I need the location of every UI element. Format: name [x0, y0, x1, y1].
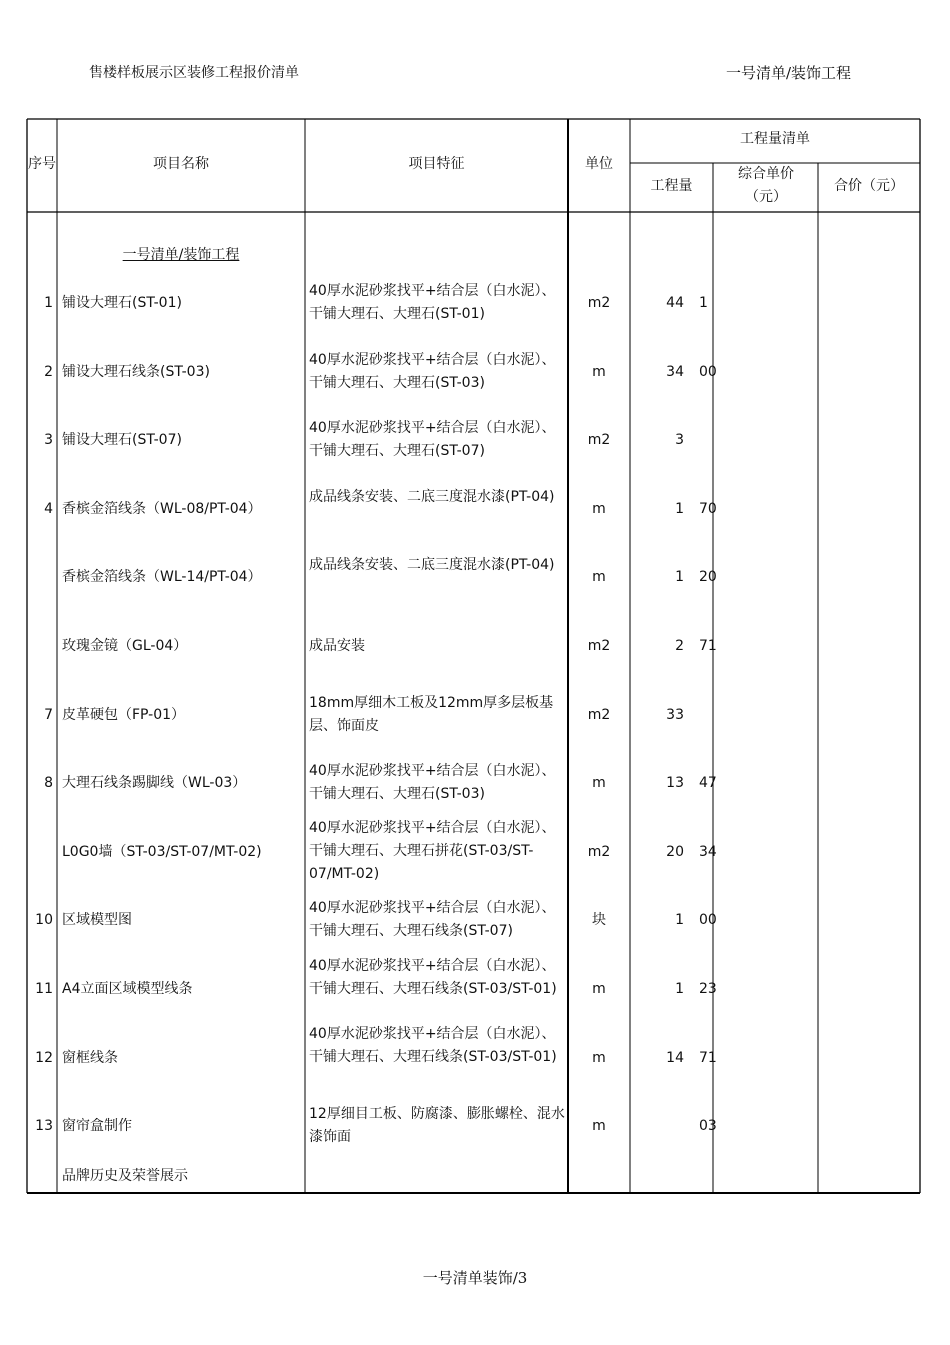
row-name: 窗框线条 — [62, 1049, 118, 1066]
page-footer: 一号清单装饰/3 — [422, 1269, 528, 1287]
row-feature: 40厚水泥砂浆找平+结合层（白水泥）、干铺大理石、大理石线条(ST-03/ST-01) — [309, 1026, 557, 1066]
row-qty: 3 — [675, 432, 684, 449]
header-feature: 项目特征 — [408, 156, 465, 172]
row-qty: 2 — [675, 638, 684, 654]
row-unit: m2 — [587, 638, 611, 654]
row-qty: 33 — [666, 706, 684, 723]
row-name: 窗帘盒制作 — [62, 1118, 132, 1135]
row-feature: 40厚水泥砂浆找平+结合层（白水泥）、干铺大理石、大理石拼花(ST-03/ST-07/MT-02) — [309, 820, 556, 883]
row-unit: m — [592, 363, 606, 380]
section-label: 一号清单/装饰工程 — [726, 64, 852, 82]
row-seq: 2 — [44, 363, 53, 380]
row-name: 区域模型图 — [62, 912, 132, 929]
last-row-name: 品牌历史及荣誉展示 — [62, 1168, 188, 1184]
row-seq: 7 — [44, 706, 53, 723]
row-name: L0G0墙（ST-03/ST-07/MT-02) — [62, 843, 262, 860]
row-name: 铺设大理石(ST-01) — [62, 295, 182, 311]
row-seq: 1 — [44, 295, 53, 311]
row-name: 铺设大理石(ST-07) — [62, 432, 182, 449]
row-feature: 12厚细目工板、防腐漆、膨胀螺栓、混水漆饰面 — [309, 1106, 565, 1146]
row-qty: 13 — [666, 775, 684, 792]
row-feature: 18mm厚细木工板及12mm厚多层板基层、饰面皮 — [309, 694, 554, 734]
row-price-fragment: 20 — [699, 569, 717, 586]
row-unit: m — [592, 775, 606, 792]
row-unit: m2 — [587, 843, 611, 860]
row-qty: 1 — [675, 912, 684, 929]
header-seq: 序号 — [28, 156, 56, 172]
row-seq: 4 — [44, 500, 53, 517]
row-unit: m — [592, 1049, 606, 1066]
row-name: 玫瑰金镜（GL-04） — [62, 638, 188, 654]
row-seq: 10 — [35, 912, 53, 929]
row-price-fragment: 1 — [699, 295, 708, 311]
row-name: A4立面区域模型线条 — [62, 981, 193, 997]
row-price-fragment: 71 — [699, 1049, 717, 1066]
row-feature: 40厚水泥砂浆找平+结合层（白水泥）、干铺大理石、大理石(ST-01) — [309, 283, 556, 322]
row-price-fragment: 47 — [699, 775, 717, 792]
row-feature: 40厚水泥砂浆找平+结合层（白水泥）、干铺大理石、大理石(ST-03) — [309, 763, 556, 803]
row-unit: 块 — [592, 912, 606, 929]
row-feature: 成品线条安装、二底三度混水漆(PT-04) — [309, 557, 555, 574]
row-seq: 13 — [35, 1118, 53, 1135]
row-feature: 40厚水泥砂浆找平+结合层（白水泥）、干铺大理石、大理石(ST-03) — [309, 351, 556, 391]
row-qty: 20 — [666, 843, 684, 860]
row-qty: 34 — [666, 363, 684, 380]
row-name: 皮革硬包（FP-01） — [62, 706, 186, 723]
row-feature: 成品线条安装、二底三度混水漆(PT-04) — [309, 488, 555, 505]
header-name: 项目名称 — [153, 156, 209, 172]
header-price: 综合单价（元） — [738, 166, 794, 205]
row-seq: 3 — [44, 432, 53, 449]
row-unit: m — [592, 569, 606, 586]
row-name: 铺设大理石线条(ST-03) — [62, 363, 210, 380]
row-price-fragment: 70 — [699, 500, 717, 517]
row-qty: 1 — [675, 981, 684, 997]
header-total: 合价（元） — [834, 178, 904, 194]
row-unit: m — [592, 500, 606, 517]
row-feature: 40厚水泥砂浆找平+结合层（白水泥）、干铺大理石、大理石线条(ST-07) — [309, 900, 556, 940]
row-unit: m2 — [587, 432, 611, 449]
row-qty: 14 — [666, 1049, 684, 1066]
row-price-fragment: 00 — [699, 363, 717, 380]
row-price-fragment: 23 — [699, 981, 717, 997]
row-name: 香槟金箔线条（WL-08/PT-04） — [62, 500, 262, 517]
row-unit: m2 — [587, 706, 611, 723]
row-qty: 1 — [675, 569, 684, 586]
row-qty: 44 — [666, 295, 684, 311]
row-feature: 成品安装 — [309, 637, 365, 654]
row-name: 大理石线条踢脚线（WL-03） — [62, 775, 247, 792]
header-qty: 工程量 — [650, 178, 693, 194]
header-group: 工程量清单 — [740, 131, 810, 147]
document-title: 售楼样板展示区装修工程报价清单 — [89, 65, 299, 81]
row-seq: 11 — [35, 981, 53, 997]
row-price-fragment: 03 — [699, 1118, 717, 1135]
header-unit: 单位 — [585, 156, 613, 172]
row-feature: 40厚水泥砂浆找平+结合层（白水泥）、干铺大理石、大理石线条(ST-03/ST-01) — [309, 957, 557, 997]
row-seq: 12 — [35, 1049, 53, 1066]
row-name: 香槟金箔线条（WL-14/PT-04） — [62, 569, 262, 586]
row-price-fragment: 71 — [699, 638, 717, 654]
row-qty: 1 — [675, 500, 684, 517]
row-seq: 8 — [44, 775, 53, 792]
row-unit: m — [592, 1118, 606, 1135]
row-price-fragment: 34 — [699, 843, 717, 860]
row-unit: m — [592, 981, 606, 997]
row-price-fragment: 00 — [699, 912, 717, 929]
row-unit: m2 — [587, 295, 611, 311]
section-title: 一号清单/装饰工程 — [122, 247, 240, 263]
row-feature: 40厚水泥砂浆找平+结合层（白水泥）、干铺大理石、大理石(ST-07) — [309, 420, 556, 460]
